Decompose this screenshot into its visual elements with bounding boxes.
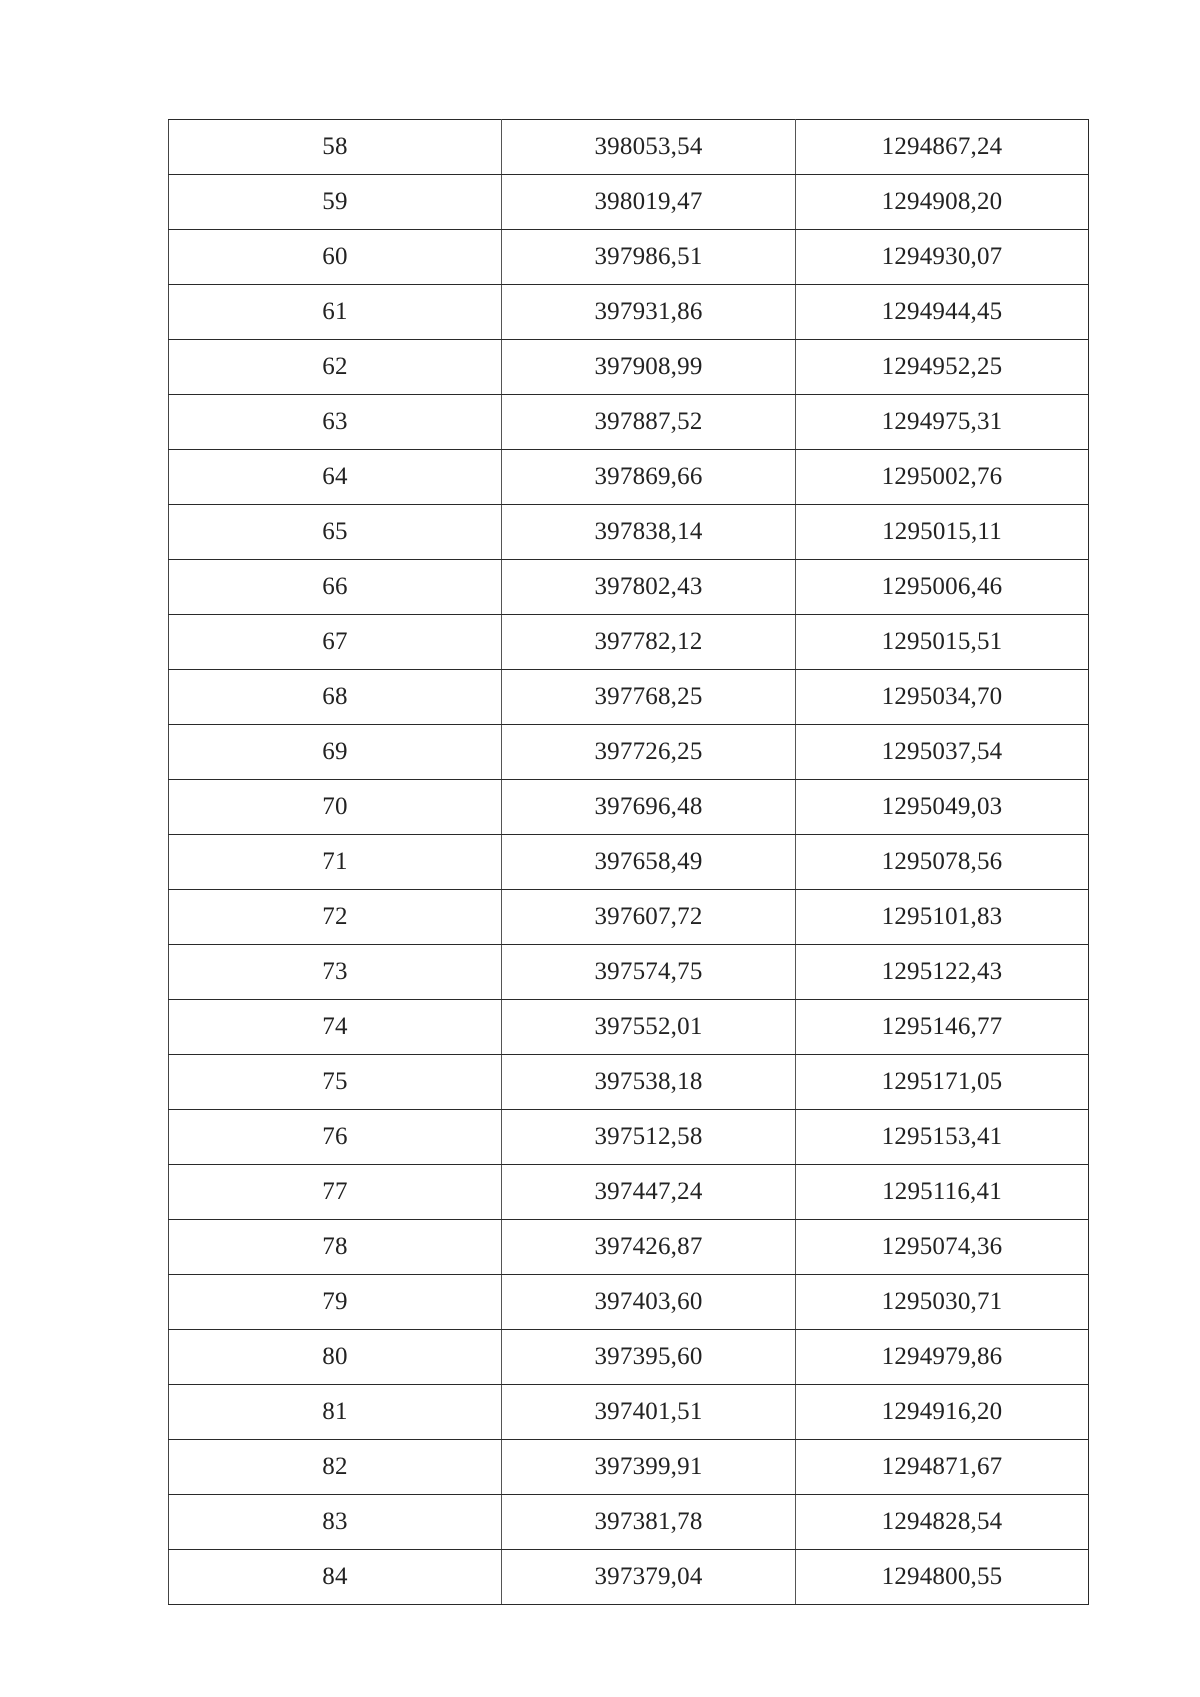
x-coordinate-cell: 397447,24 — [502, 1165, 796, 1220]
table-row — [169, 945, 1089, 1000]
y-coordinate-cell: 1295006,46 — [796, 560, 1089, 615]
table-row — [169, 175, 1089, 230]
y-coordinate-cell: 1295153,41 — [796, 1110, 1089, 1165]
point-number-cell: 65 — [169, 505, 502, 560]
y-coordinate-cell: 1295074,36 — [796, 1220, 1089, 1275]
x-coordinate-cell: 397726,25 — [502, 725, 796, 780]
table-row — [169, 1440, 1089, 1495]
table-row — [169, 890, 1089, 945]
y-coordinate-cell: 1295078,56 — [796, 835, 1089, 890]
y-coordinate-cell: 1294930,07 — [796, 230, 1089, 285]
table-row — [169, 1055, 1089, 1110]
table-row — [169, 560, 1089, 615]
x-coordinate-cell: 397552,01 — [502, 1000, 796, 1055]
y-coordinate-cell: 1295034,70 — [796, 670, 1089, 725]
x-coordinate-cell: 397782,12 — [502, 615, 796, 670]
y-coordinate-cell: 1294867,24 — [796, 120, 1089, 175]
table-row — [169, 450, 1089, 505]
point-number-cell: 62 — [169, 340, 502, 395]
y-coordinate-cell: 1294975,31 — [796, 395, 1089, 450]
x-coordinate-cell: 397512,58 — [502, 1110, 796, 1165]
x-coordinate-cell: 397908,99 — [502, 340, 796, 395]
y-coordinate-cell: 1295116,41 — [796, 1165, 1089, 1220]
x-coordinate-cell: 397401,51 — [502, 1385, 796, 1440]
x-coordinate-cell: 397838,14 — [502, 505, 796, 560]
y-coordinate-cell: 1294908,20 — [796, 175, 1089, 230]
point-number-cell: 75 — [169, 1055, 502, 1110]
coordinates-table — [168, 119, 1089, 1605]
table-row — [169, 780, 1089, 835]
point-number-cell: 71 — [169, 835, 502, 890]
x-coordinate-cell: 397658,49 — [502, 835, 796, 890]
table-row — [169, 1220, 1089, 1275]
y-coordinate-cell: 1294828,54 — [796, 1495, 1089, 1550]
point-number-cell: 66 — [169, 560, 502, 615]
point-number-cell: 84 — [169, 1550, 502, 1605]
point-number-cell: 61 — [169, 285, 502, 340]
x-coordinate-cell: 397574,75 — [502, 945, 796, 1000]
table-row — [169, 835, 1089, 890]
y-coordinate-cell: 1295015,51 — [796, 615, 1089, 670]
point-number-cell: 82 — [169, 1440, 502, 1495]
x-coordinate-cell: 397426,87 — [502, 1220, 796, 1275]
y-coordinate-cell: 1295002,76 — [796, 450, 1089, 505]
point-number-cell: 83 — [169, 1495, 502, 1550]
y-coordinate-cell: 1295037,54 — [796, 725, 1089, 780]
x-coordinate-cell: 397931,86 — [502, 285, 796, 340]
table-row — [169, 285, 1089, 340]
y-coordinate-cell: 1294916,20 — [796, 1385, 1089, 1440]
x-coordinate-cell: 397607,72 — [502, 890, 796, 945]
y-coordinate-cell: 1294800,55 — [796, 1550, 1089, 1605]
table-row — [169, 1275, 1089, 1330]
point-number-cell: 81 — [169, 1385, 502, 1440]
coordinates-table-body — [169, 120, 1089, 1605]
x-coordinate-cell: 398053,54 — [502, 120, 796, 175]
x-coordinate-cell: 397986,51 — [502, 230, 796, 285]
point-number-cell: 74 — [169, 1000, 502, 1055]
x-coordinate-cell: 397538,18 — [502, 1055, 796, 1110]
y-coordinate-cell: 1295049,03 — [796, 780, 1089, 835]
x-coordinate-cell: 397887,52 — [502, 395, 796, 450]
point-number-cell: 69 — [169, 725, 502, 780]
point-number-cell: 68 — [169, 670, 502, 725]
x-coordinate-cell: 397802,43 — [502, 560, 796, 615]
x-coordinate-cell: 397696,48 — [502, 780, 796, 835]
y-coordinate-cell: 1295122,43 — [796, 945, 1089, 1000]
point-number-cell: 63 — [169, 395, 502, 450]
x-coordinate-cell: 397869,66 — [502, 450, 796, 505]
table-row — [169, 120, 1089, 175]
point-number-cell: 70 — [169, 780, 502, 835]
table-row — [169, 1165, 1089, 1220]
y-coordinate-cell: 1295015,11 — [796, 505, 1089, 560]
point-number-cell: 72 — [169, 890, 502, 945]
y-coordinate-cell: 1295146,77 — [796, 1000, 1089, 1055]
point-number-cell: 64 — [169, 450, 502, 505]
table-row — [169, 615, 1089, 670]
y-coordinate-cell: 1294979,86 — [796, 1330, 1089, 1385]
point-number-cell: 80 — [169, 1330, 502, 1385]
point-number-cell: 58 — [169, 120, 502, 175]
table-row — [169, 340, 1089, 395]
x-coordinate-cell: 397379,04 — [502, 1550, 796, 1605]
point-number-cell: 73 — [169, 945, 502, 1000]
x-coordinate-cell: 397403,60 — [502, 1275, 796, 1330]
table-row — [169, 230, 1089, 285]
point-number-cell: 79 — [169, 1275, 502, 1330]
y-coordinate-cell: 1295030,71 — [796, 1275, 1089, 1330]
point-number-cell: 59 — [169, 175, 502, 230]
table-row — [169, 725, 1089, 780]
y-coordinate-cell: 1295171,05 — [796, 1055, 1089, 1110]
y-coordinate-cell: 1294871,67 — [796, 1440, 1089, 1495]
table-row — [169, 505, 1089, 560]
table-row — [169, 1000, 1089, 1055]
table-row — [169, 395, 1089, 450]
y-coordinate-cell: 1294944,45 — [796, 285, 1089, 340]
x-coordinate-cell: 397768,25 — [502, 670, 796, 725]
x-coordinate-cell: 397399,91 — [502, 1440, 796, 1495]
table-row — [169, 1110, 1089, 1165]
y-coordinate-cell: 1294952,25 — [796, 340, 1089, 395]
point-number-cell: 67 — [169, 615, 502, 670]
x-coordinate-cell: 398019,47 — [502, 175, 796, 230]
table-row — [169, 1330, 1089, 1385]
point-number-cell: 76 — [169, 1110, 502, 1165]
point-number-cell: 78 — [169, 1220, 502, 1275]
table-row — [169, 1495, 1089, 1550]
table-row — [169, 670, 1089, 725]
x-coordinate-cell: 397395,60 — [502, 1330, 796, 1385]
point-number-cell: 77 — [169, 1165, 502, 1220]
y-coordinate-cell: 1295101,83 — [796, 890, 1089, 945]
x-coordinate-cell: 397381,78 — [502, 1495, 796, 1550]
point-number-cell: 60 — [169, 230, 502, 285]
table-row — [169, 1550, 1089, 1605]
table-row — [169, 1385, 1089, 1440]
